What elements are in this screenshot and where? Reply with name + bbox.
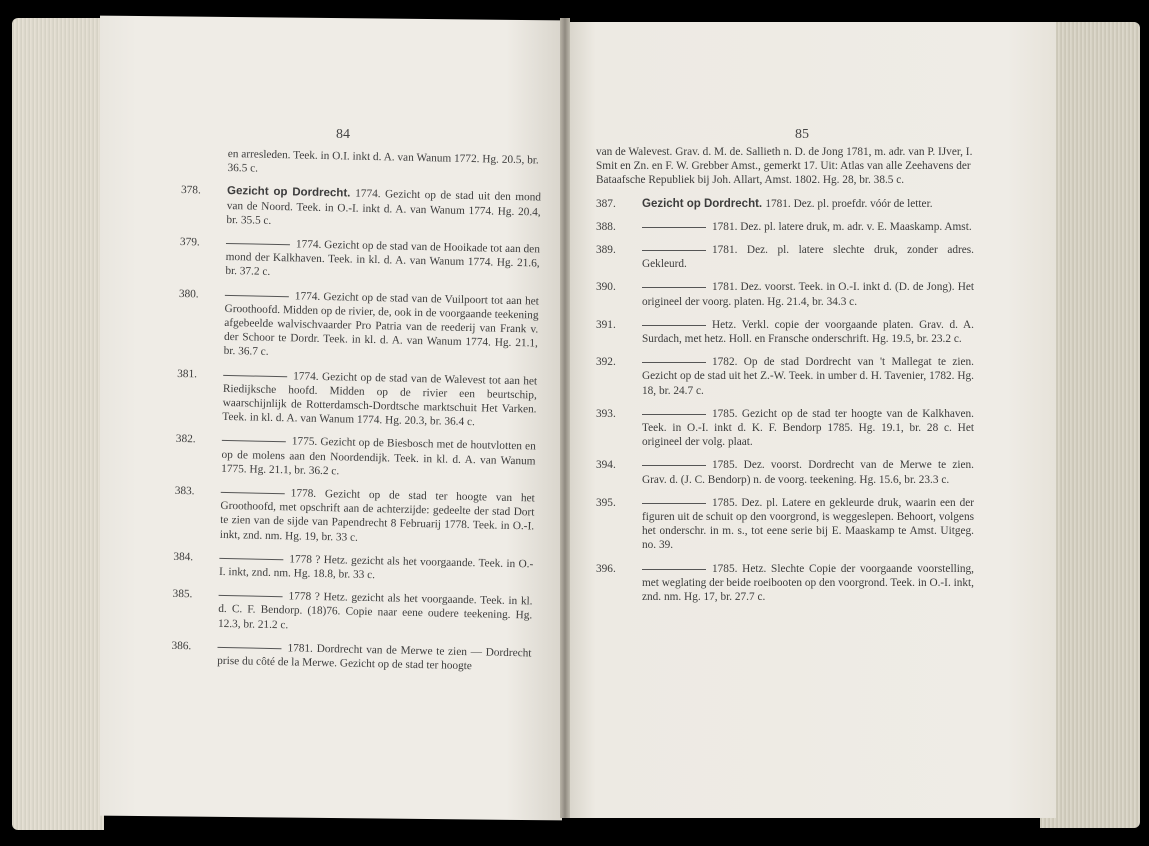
entry-text: 1774. Gezicht op de stad van de Vuilpoort tot aan het Groothoofd. Midden op de rivier, de, ook in de voorgaande teekening afgebeelde walvischvaarder Pro Patria van de reederij van Frank v. der Schoor te Dordr. Teek. in kl. d. A. van Wanum 1774. Hg. 21.1, br. 36.7 c.	[223, 290, 539, 359]
catalog-entry	[596, 197, 974, 211]
entry-text: 1781. Dez. voorst. Teek. in O.-I. inkt d. (D. de Jong). Het origineel der voorg. platen. Hg. 21.4, br. 34.3 c.	[642, 281, 974, 308]
entry-text: 1775. Gezicht op de Biesbosch met de houtvlotten en op de molens aan den Noordendijk. Teek. in kl. d. A. van Wanum 1775. Hg. 21.1, br. 36.2 c.	[221, 435, 536, 478]
book-gutter	[560, 18, 570, 818]
entry-text: 1774. Gezicht op de stad uit den mond van de Noord. Teek. in O.-I. inkt d. A. van Wanum 1774. Hg. 20.4, br. 35.5 c.	[226, 188, 542, 227]
entry-number: 386.	[171, 639, 192, 653]
entry-text: 1782. Op de stad Dordrecht van 't Mallegat te zien. Gezicht op de stad uit het Z.-W. Teek. in umber d. H. Tavenier, 1782. Hg. 18, br. 24.7 c.	[642, 356, 974, 397]
catalog-entry	[179, 235, 540, 285]
entry-text: Hetz. Verkl. copie der voorgaande platen. Grav. d. A. Surdach, met hetz. Holl. en Fransche onderschrift. Hg. 19.5, br. 23.2 c.	[642, 318, 974, 346]
entry-text: 1774. Gezicht op de stad van de Hooikade tot aan den mond der Kalkhaven. Teek. in kl. d. A. van Wanum 1774. Hg. 21.6, br. 37.2 c.	[225, 238, 541, 279]
ditto-rule	[221, 492, 285, 494]
catalog-entry	[178, 287, 539, 366]
catalog-entry	[176, 367, 537, 431]
entry-number: 388.	[596, 220, 616, 233]
ditto-rule	[642, 227, 706, 228]
catalog-entry-list	[596, 197, 974, 605]
entry-text: 1785. Gezicht op de stad ter hoogte van de Kalkhaven. Teek. in O.-I. inkt d. K. F. Bendorp 1785. Hg. 19.1, br. 28 c. Het origineel der volg. plaat.	[642, 407, 974, 449]
entry-text: 1781. Dez. pl. proefdr. vóór de letter.	[765, 197, 933, 210]
entry-text: 1781. Dez. pl. latere druk, m. adr. v. E. Maaskamp. Amst.	[712, 220, 972, 233]
catalog-entry	[175, 432, 536, 482]
catalog-entry	[596, 220, 974, 234]
continuation-text: en arresleden. Teek. in O.I. inkt d. A. van Wanum 1772. Hg. 20.5, br. 36.5 c.	[227, 147, 539, 175]
catalog-entry	[171, 639, 532, 675]
entry-number: 378.	[180, 184, 201, 197]
ditto-rule	[642, 503, 706, 504]
right-page-text	[596, 145, 974, 613]
entry-title: Gezicht op Dordrecht.	[642, 197, 766, 210]
ditto-rule	[225, 294, 289, 296]
entry-number: 390.	[596, 281, 616, 294]
catalog-entry	[596, 458, 974, 486]
ditto-rule	[642, 569, 706, 570]
entry-number: 385.	[172, 588, 193, 601]
entry-text: 1781. Dez. pl. latere slechte druk, zonder adres. Gekleurd.	[642, 244, 974, 271]
ditto-rule	[642, 465, 706, 466]
ditto-rule	[223, 374, 287, 376]
entry-text: 1778 ? Hetz. gezicht als het voorgaande. Teek. in kl. d. C. F. Bendorp. (18)76. Copie naar eene oudere teekening. Hg. 12.3, br. 21.2 c.	[217, 590, 533, 632]
catalog-entry	[180, 183, 541, 233]
catalog-entry	[596, 318, 974, 346]
entry-number: 381.	[177, 367, 198, 381]
ditto-rule	[219, 558, 283, 560]
entry-number: 380.	[178, 287, 199, 301]
entry-title: Gezicht op Dordrecht.	[226, 185, 356, 201]
ditto-rule	[642, 287, 706, 288]
entry-number: 393.	[596, 407, 616, 420]
entry-text: 1781. Dordrecht van de Merwe te zien — Dordrecht prise du côté de la Merwe. Gezicht op de stad ter hoogte	[217, 642, 532, 673]
entry-text: 1778 ? Hetz. gezicht als het voorgaande. Teek. in O.-I. inkt, znd. nm. Hg. 18.8, br. 33 c.	[218, 553, 534, 582]
catalog-entry	[596, 355, 974, 398]
entry-number: 391.	[596, 318, 616, 331]
book-edge-left	[12, 18, 104, 830]
entry-text: 1774. Gezicht op de stad van de Walevest tot aan het Riedijksche hoofd. Midden op de rivier een beurtschip, waarschijnlijk de Rotterdamsch-Dordtsche marktschuit Het Varken. Teek. in kl. d. A. van Wanum 1774. Hg. 20.3, br. 36.4 c.	[222, 370, 538, 429]
left-page-number: 84	[336, 127, 350, 142]
catalog-entry	[596, 496, 974, 553]
entry-number: 382.	[175, 433, 196, 446]
ditto-rule	[642, 325, 706, 326]
entry-number: 383.	[174, 484, 195, 498]
entry-number: 395.	[596, 496, 616, 509]
catalog-entry	[596, 280, 974, 308]
entry-number: 394.	[596, 459, 616, 472]
entry-number: 384.	[173, 550, 194, 564]
ditto-rule	[218, 647, 282, 649]
entry-text: 1785. Dez. pl. Latere en gekleurde druk, waarin een der figuren uit de schuit op den voorgrond, is weggeslepen. Behoort, volgens het onderschr. in m. s., tot eene serie bij E. Maaskamp te Amst. Uitgeg. no. 39.	[642, 496, 974, 552]
entry-text: 1778. Gezicht op de stad ter hoogte van het Groothoofd, met opschrift aan de achterzijde: gedeelte der stad Dort te zien van de sijde van Papendrecht 8 Februarij 1778. Teek. in O.-I. inkt, znd. nm. Hg. 19, br. 33 c.	[219, 487, 535, 544]
ditto-rule	[219, 595, 283, 597]
continuation-text: van de Walevest. Grav. d. M. de. Sallieth n. D. de Jong 1781, m. adr. van P. IJver, I. Smit en Zn. en F. W. Grebber Amst., gemerkt 17. Uit: Atlas van alle Zeehavens der Bataafsche Republiek bij Joh. Allart, Amst. 1802. Hg. 28, br. 38.5 c.	[596, 146, 973, 187]
entry-number: 389.	[596, 244, 616, 257]
right-page-number: 85	[795, 127, 809, 142]
entry-text: 1785. Hetz. Slechte Copie der voorgaande voorstelling, met weglating der beide roeibooten op den voorgrond. Teek. in O.-I. inkt, znd. nm. Hg. 17, br. 27.7 c.	[642, 562, 974, 604]
entry-text: 1785. Dez. voorst. Dordrecht van de Merwe te zien. Grav. d. (J. C. Bendorp) n. de voorg. teekening. Hg. 15.6, br. 23.3 c.	[642, 459, 974, 486]
entry-number: 379.	[179, 235, 200, 249]
entry-number: 392.	[596, 356, 616, 369]
catalog-entry	[596, 407, 974, 450]
ditto-rule	[642, 362, 706, 363]
entry-number: 396.	[596, 562, 616, 575]
catalog-entry-list	[171, 183, 541, 674]
catalog-entry	[596, 562, 974, 605]
ditto-rule	[222, 440, 286, 442]
ditto-rule	[226, 243, 290, 245]
ditto-rule	[642, 414, 706, 415]
ditto-rule	[642, 250, 706, 251]
entry-number: 387.	[596, 197, 616, 210]
catalog-entry	[596, 243, 974, 271]
catalog-entry	[174, 484, 535, 548]
catalog-entry	[172, 587, 533, 637]
catalog-entry	[173, 550, 534, 586]
left-page-text	[171, 146, 542, 684]
